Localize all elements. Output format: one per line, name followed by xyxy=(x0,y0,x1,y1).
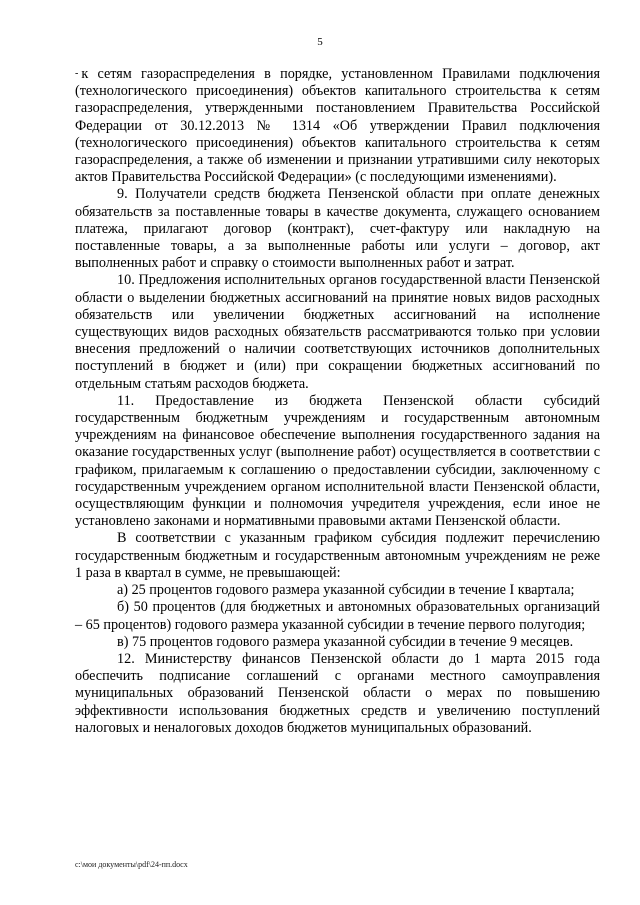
dash-marker: - xyxy=(75,68,79,79)
paragraph-subitem-b: б) 50 процентов (для бюджетных и автономных образовательных организаций – 65 процентов) годового размера указанной субсидии в течение первого полугодия; xyxy=(75,599,600,633)
paragraph-item-12: 12. Министерству финансов Пензенской области до 1 марта 2015 года обеспечить подписание соглашений с органами местного самоуправления муниципальных образований Пензенской области о мерах по повышению эффективности использования бюджетных средств и увеличению поступлений налоговых и неналоговых доходов бюджетов муниципальных образований. xyxy=(75,650,600,736)
paragraph-item-11: 11. Предоставление из бюджета Пензенской области субсидий государственным бюджетным учреждениям и государственным автономным учреждениям на финансовое обеспечение выполнения государственного задания на оказание государственных услуг (выполнение работ) осуществляется в соответствии с графиком, прилагаемым к соглашению о предоставлении субсидии, заключенному с государственным учреждением органом исполнительной власти Пензенской области, осуществляющим функции и полномочия учредителя учреждения, если иное не установлено законами и нормативными правовыми актами Пензенской области. xyxy=(75,392,600,530)
paragraph-subitem-a: а) 25 процентов годового размера указанной субсидии в течение I квартала; xyxy=(117,582,575,599)
footer-file-path: c:\мои документы\pdf\24-пп.docx xyxy=(75,860,188,869)
paragraph-item-9: 9. Получатели средств бюджета Пензенской области при оплате денежных обязательств за поставленные товары в качестве документа, служащего основанием платежа, прилагают договор (контракт), счет-фактуру или накладную на поставленные товары, а за выполненные работы или услуги – договор, акт выполненных работ и справку о стоимости выполненных работ и затрат. xyxy=(75,186,600,272)
document-body xyxy=(75,65,600,737)
paragraph-gas-networks xyxy=(75,65,600,186)
page-number: 5 xyxy=(317,36,323,48)
paragraph-schedule: В соответствии с указанным графиком субсидия подлежит перечислению государственным бюджетным и государственным автономным учреждениям не реже 1 раза в квартал в сумме, не превышающей: xyxy=(75,530,600,581)
paragraph-item-10: 10. Предложения исполнительных органов государственной власти Пензенской области о выделении бюджетных ассигнований на принятие новых видов расходных обязательств или увеличении бюджетных ассигнований на исполнение существующих видов расходных обязательств рассматриваются только при условии внесения предложений о наличии соответствующих источников дополнительных поступлений в бюджет и (или) при сокращении бюджетных ассигнований по отдельным статьям расходов бюджета. xyxy=(75,272,600,392)
paragraph-subitem-c: в) 75 процентов годового размера указанной субсидии в течение 9 месяцев. xyxy=(117,633,574,650)
paragraph-text: к сетям газораспределения в порядке, установленном Правилами подключения (технологического присоединения) объектов капитального строительства к сетям газораспределения, утвержденными постановлением Правительства Российской Федерации от 30.12.2013 № 1314 «Об утверждении Правил подключения (технологического присоединения) объектов капитального строительства к сетям газораспределения, а также об изменении и признании утратившими силу некоторых актов Правительства Российской Федерации» (с последующими изменениями). xyxy=(75,66,600,186)
